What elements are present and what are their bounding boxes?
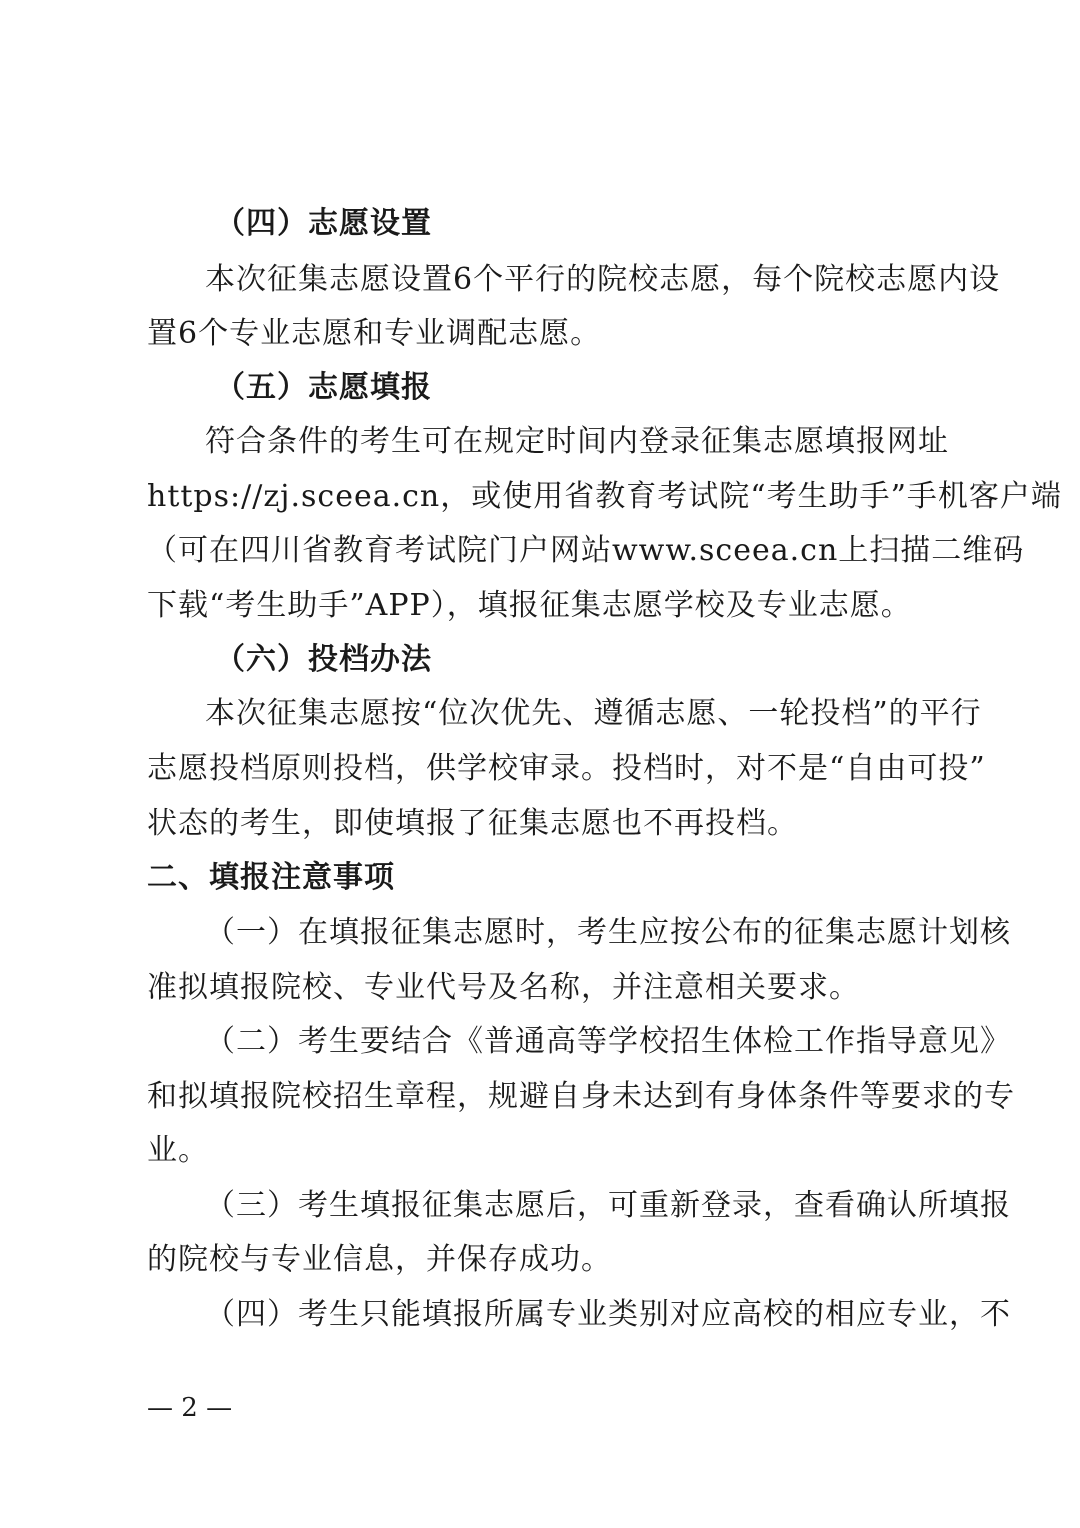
- paragraph-line: 本次征集志愿设置6个平行的院校志愿，每个院校志愿内设: [205, 262, 1001, 297]
- paragraph-line: （三）考生填报征集志愿后，可重新登录，查看确认所填报: [205, 1188, 1011, 1223]
- paragraph-line: （四）考生只能填报所属专业类别对应高校的相应专业，不: [205, 1297, 1011, 1332]
- paragraph-line: 符合条件的考生可在规定时间内登录征集志愿填报网址: [205, 424, 949, 459]
- paragraph-line: 本次征集志愿按“位次优先、遵循志愿、一轮投档”的平行: [205, 696, 982, 731]
- page-number: — 2 —: [147, 1393, 233, 1423]
- paragraph-line: 志愿投档原则投档，供学校审录。投档时，对不是“自由可投”: [147, 751, 986, 786]
- paragraph-line: （一）在填报征集志愿时，考生应按公布的征集志愿计划核: [205, 915, 1011, 950]
- paragraph-line: 和拟填报院校招生章程，规避自身未达到有身体条件等要求的专: [147, 1079, 1015, 1114]
- paragraph-line: （可在四川省教育考试院门户网站www.sceea.cn上扫描二维码: [147, 533, 1025, 568]
- paragraph-line: 状态的考生，即使填报了征集志愿也不再投档。: [147, 806, 798, 841]
- section-heading-four: （四）志愿设置: [215, 206, 432, 241]
- paragraph-line: 准拟填报院校、专业代号及名称，并注意相关要求。: [147, 970, 860, 1005]
- section-heading-five: （五）志愿填报: [215, 370, 432, 405]
- paragraph-line: 置6个专业志愿和专业调配志愿。: [147, 316, 602, 351]
- paragraph-line: https://zj.sceea.cn，或使用省教育考试院“考生助手”手机客户端: [147, 479, 1062, 514]
- part-heading-two: 二、填报注意事项: [147, 860, 395, 895]
- paragraph-line: 的院校与专业信息，并保存成功。: [147, 1242, 612, 1277]
- section-heading-six: （六）投档办法: [215, 642, 432, 677]
- paragraph-line: 业。: [147, 1133, 209, 1168]
- paragraph-line: （二）考生要结合《普通高等学校招生体检工作指导意见》: [205, 1024, 1011, 1059]
- paragraph-line: 下载“考生助手”APP），填报征集志愿学校及专业志愿。: [147, 588, 912, 623]
